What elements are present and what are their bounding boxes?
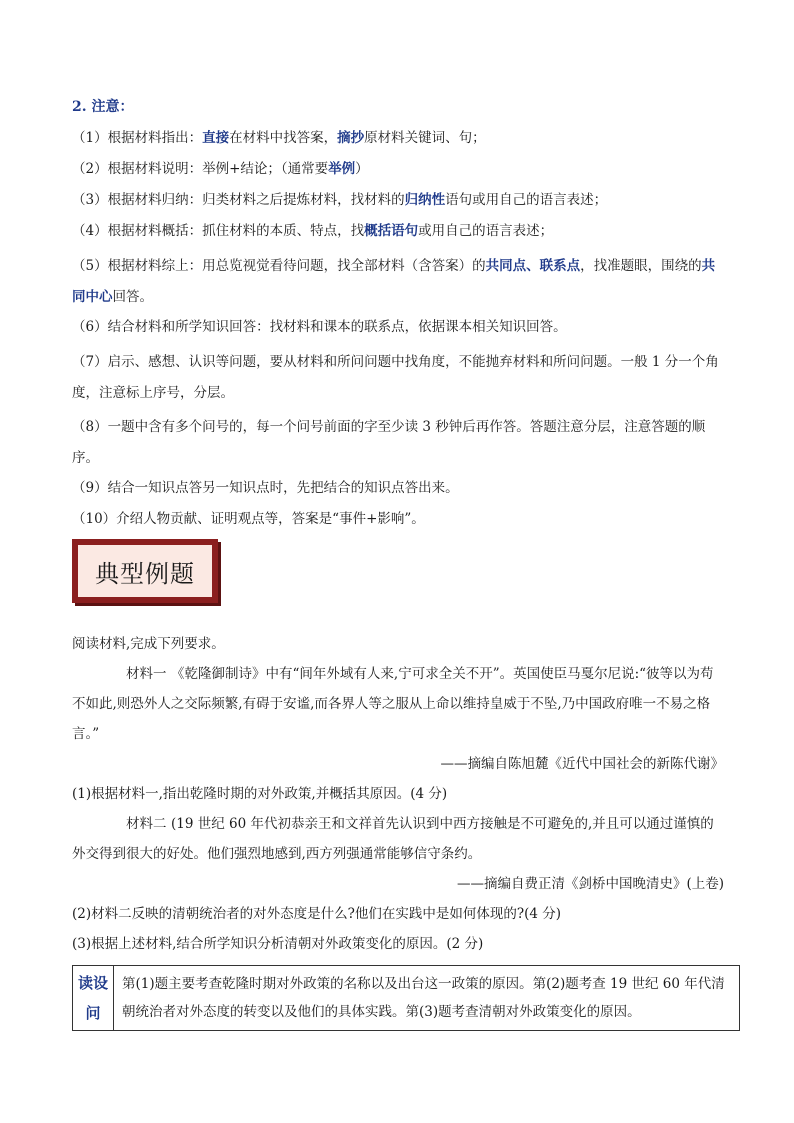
material-1-text: 《乾隆御制诗》中有“间年外域有人来,宁可求全关不开”。英国使臣马戛尔尼说:“彼等以为苟不如此,则恐外人之交际频繁,有碍于安谧,而各界人等之服从上命以维持皇威于不坠,乃中国政府唯一不易之格言。” (72, 666, 714, 742)
note-item-7: （7）启示、感想、认识等问题，要从材料和所问问题中找角度，不能抛弃材料和所问问题。一般 1 分一个角度，注意标上序号，分层。 (72, 354, 719, 401)
document-page (72, 96, 724, 1031)
material-1 (72, 659, 724, 749)
example-badge (72, 539, 224, 609)
dushe-text: 第(1)题主要考查乾隆时期对外政策的名称以及出台这一政策的原因。第(2)题考查 19 世纪 60 年代清朝统治者对外态度的转变以及他们的具体实践。第(3)题考查清朝对外政策变化的原因。 (122, 976, 725, 1020)
note-item-2: （2）根据材料说明：举例+结论；（通常要举例） (72, 161, 369, 177)
note-item-10: （10）介绍人物贡献、证明观点等，答案是“事件+影响”。 (72, 511, 425, 527)
notes-title: 2. 注意： (72, 99, 134, 115)
material-2 (72, 809, 724, 869)
note-item-8: （8）一题中含有多个问号的，每一个问号前面的字至少读 3 秒钟后再作答。答题注意分层，注意答题的顺序。 (72, 419, 706, 466)
question-1: (1)根据材料一,指出乾隆时期的对外政策,并概括其原因。(4 分) (72, 786, 448, 802)
example-badge-title: 典型例题 (95, 559, 195, 588)
note-item-9: （9）结合一知识点答另一知识点时，先把结合的知识点答出来。 (72, 480, 459, 496)
example-intro: 阅读材料,完成下列要求。 (72, 636, 225, 652)
material-1-label: 材料一 (126, 666, 167, 682)
note-item-3: （3）根据材料归纳：归类材料之后提炼材料，找材料的归纳性语句或用自己的语言表述； (72, 192, 608, 208)
material-1-source: ——摘编自陈旭麓《近代中国社会的新陈代谢》 (440, 756, 724, 772)
material-2-label: 材料二 (126, 816, 167, 832)
dushe-box (72, 965, 740, 1031)
note-item-5: （5）根据材料综上：用总览视觉看待问题，找全部材料（含答案）的共同点、联系点，找准题眼，围绕的共同中心回答。 (72, 258, 716, 305)
question-3: (3)根据上述材料,结合所学知识分析清朝对外政策变化的原因。(2 分) (72, 936, 484, 952)
note-item-6: （6）结合材料和所学知识回答：找材料和课本的联系点，依据课本相关知识回答。 (72, 319, 567, 335)
material-2-source: ——摘编自费正清《剑桥中国晚清史》(上卷) (456, 876, 724, 892)
note-item-4: （4）根据材料概括：抓住材料的本质、特点，找概括语句或用自己的语言表述； (72, 223, 554, 239)
dushe-label: 读设 问 (73, 966, 114, 1030)
question-2: (2)材料二反映的清朝统治者的对外态度是什么?他们在实践中是如何体现的?(4 分) (72, 906, 562, 922)
material-2-text: (19 世纪 60 年代初恭亲王和文祥首先认识到中西方接触是不可避免的,并且可以通过谨慎的外交得到很大的好处。他们强烈地感到,西方列强通常能够信守条约。 (72, 816, 714, 862)
note-item-1: （1）根据材料指出：直接在材料中找答案，摘抄原材料关键词、句； (72, 130, 486, 146)
